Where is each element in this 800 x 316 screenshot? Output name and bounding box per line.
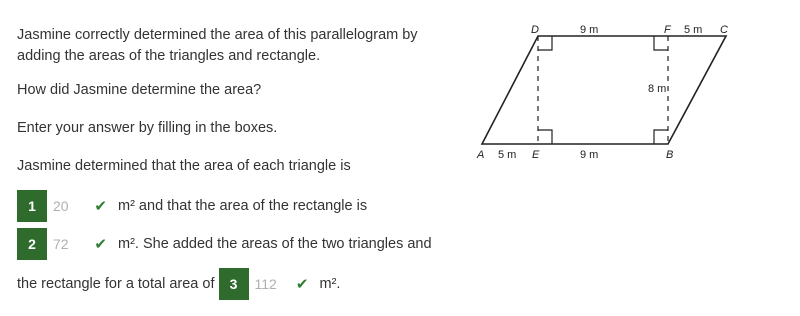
check-icon: ✔ xyxy=(94,236,107,253)
vertex-label-A: A xyxy=(477,149,485,161)
question-instruction: Enter your answer by filling in the boxes. xyxy=(17,120,278,136)
right-angle-mark-E xyxy=(538,130,552,144)
answer-input-3[interactable] xyxy=(249,268,317,300)
parallelogram-figure xyxy=(470,18,740,168)
answer-row-2 xyxy=(17,228,432,260)
measure-height: 8 m xyxy=(648,83,667,95)
right-angle-mark-F xyxy=(654,36,668,50)
question-line-2: adding the areas of the triangles and rectangle. xyxy=(17,48,321,64)
measure-bottom: 9 m xyxy=(580,149,599,161)
answer-after-text-3: m². xyxy=(319,276,341,292)
parallelogram-outline xyxy=(482,36,726,144)
answer-value-2: 72 xyxy=(53,236,69,252)
vertex-label-E: E xyxy=(532,149,540,161)
answer-after-text-2: m². She added the areas of the two triangles and xyxy=(118,236,432,252)
answer-before-text-3: the rectangle for a total area of xyxy=(17,276,215,292)
measure-top: 9 m xyxy=(580,24,599,36)
answer-badge-3: 3 xyxy=(219,268,249,300)
vertex-label-D: D xyxy=(531,24,539,36)
answer-badge-1: 1 xyxy=(17,190,47,222)
right-angle-mark-B xyxy=(654,130,668,144)
right-angle-mark-D xyxy=(538,36,552,50)
answer-input-1[interactable] xyxy=(47,190,115,222)
statement-intro: Jasmine determined that the area of each triangle is xyxy=(17,158,351,174)
vertex-label-B: B xyxy=(666,149,674,161)
vertex-label-C: C xyxy=(720,24,728,36)
vertex-label-F: F xyxy=(664,24,671,36)
answer-badge-2: 2 xyxy=(17,228,47,260)
check-icon: ✔ xyxy=(94,198,107,215)
measure-bottom-left: 5 m xyxy=(498,149,517,161)
answer-row-1 xyxy=(17,190,367,222)
answer-input-2[interactable] xyxy=(47,228,115,260)
answer-value-1: 20 xyxy=(53,198,69,214)
answer-after-text-1: m² and that the area of the rectangle is xyxy=(118,198,368,214)
answer-value-3: 112 xyxy=(254,276,277,292)
answer-row-3 xyxy=(17,268,340,300)
measure-top-right: 5 m xyxy=(684,24,703,36)
check-icon: ✔ xyxy=(295,276,309,293)
question-line-1: Jasmine correctly determined the area of this parallelogram by xyxy=(17,27,418,43)
question-prompt: How did Jasmine determine the area? xyxy=(17,82,262,98)
